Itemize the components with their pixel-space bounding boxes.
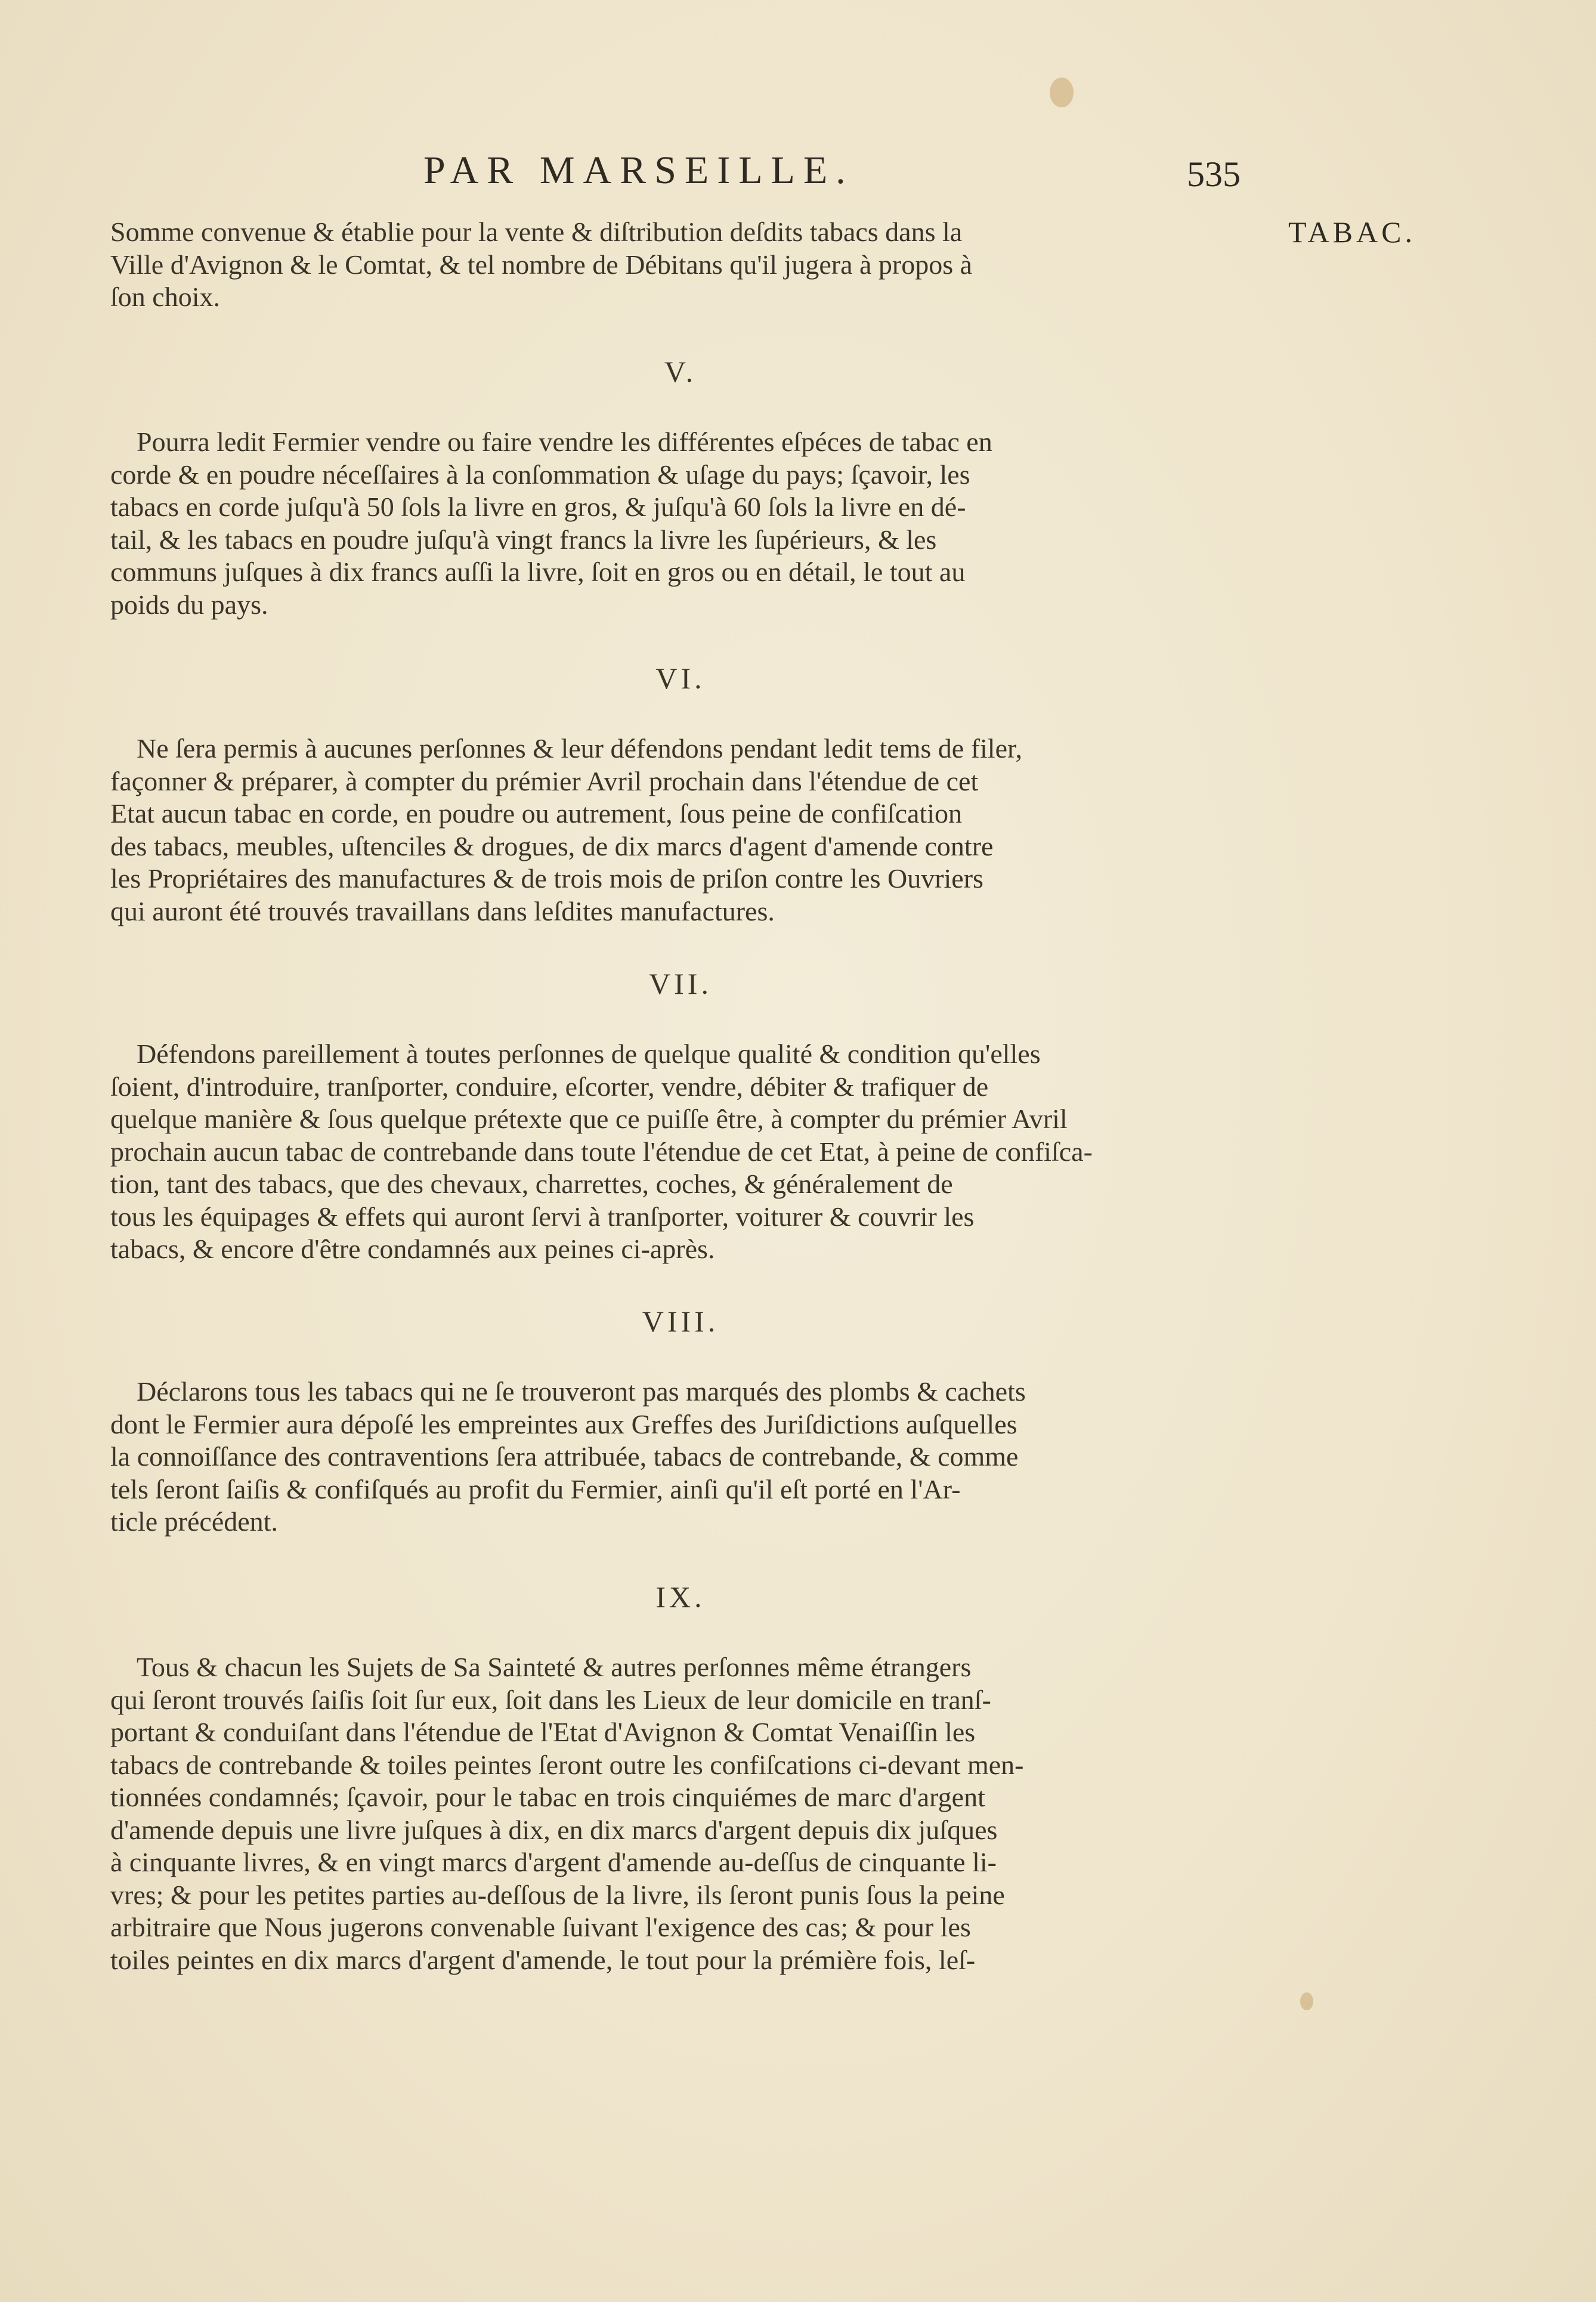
text-line: Défendons pareillement à toutes perſonnes de quelque qualité & condition qu'elles bbox=[137, 1039, 1041, 1069]
text-line: portant & conduiſant dans l'étendue de l'Etat d'Avignon & Comtat Venaiſſin les bbox=[110, 1717, 976, 1747]
margin-note: TABAC. bbox=[1288, 215, 1416, 249]
text-line: tous les équipages & effets qui auront ſervi à tranſporter, voiturer & couvrir les bbox=[110, 1201, 975, 1232]
text-line: arbitraire que Nous jugerons convenable ſuivant l'exigence des cas; & pour les bbox=[110, 1912, 971, 1942]
text-line: communs juſques à dix francs auſſi la livre, ſoit en gros ou en détail, le tout au bbox=[110, 557, 966, 587]
text-line: quelque manière & ſous quelque prétexte que ce puiſſe être, à compter du prémier Avril bbox=[110, 1104, 1068, 1134]
article-numeral: VI. bbox=[655, 662, 706, 695]
article-paragraph bbox=[110, 426, 1251, 621]
article-paragraph bbox=[110, 1038, 1251, 1266]
text-line: Ville d'Avignon & le Comtat, & tel nombre de Débitans qu'il jugera à propos à bbox=[110, 249, 973, 280]
text-line: tail, & les tabacs en poudre juſqu'à vingt francs la livre les ſupérieurs, & les bbox=[110, 524, 937, 555]
running-head: PAR MARSEILLE. bbox=[423, 149, 854, 192]
text-line: dont le Fermier aura dépoſé les empreintes aux Greffes des Juriſdictions auſquelles bbox=[110, 1408, 1017, 1439]
text-line: tabacs de contrebande & toiles peintes ſeront outre les confiſcations ci-devant men- bbox=[110, 1749, 1024, 1780]
text-line: vres; & pour les petites parties au-deſſous de la livre, ils ſeront punis ſous la peine bbox=[110, 1879, 1005, 1910]
article-paragraph bbox=[110, 733, 1251, 928]
text-line: qui auront été trouvés travaillans dans leſdites manufactures. bbox=[110, 895, 775, 926]
text-line: tabacs, & encore d'être condamnés aux peines ci-après. bbox=[110, 1234, 715, 1264]
text-line: Etat aucun tabac en corde, en poudre ou autrement, ſous peine de confiſcation bbox=[110, 798, 962, 829]
article-paragraph bbox=[110, 1376, 1251, 1538]
text-line: la connoiſſance des contraventions ſera attribuée, tabacs de contrebande, & comme bbox=[110, 1441, 1019, 1472]
text-line: Somme convenue & établie pour la vente & diſtribution deſdits tabacs dans la bbox=[110, 217, 963, 247]
text-line: tels ſeront ſaiſis & confiſqués au profit du Fermier, ainſi qu'il eſt porté en l'Ar- bbox=[110, 1473, 961, 1504]
text-line: Tous & chacun les Sujets de Sa Sainteté & autres perſonnes même étrangers bbox=[137, 1652, 972, 1682]
text-line: ſoient, d'introduire, tranſporter, conduire, eſcorter, vendre, débiter & trafiquer de bbox=[110, 1071, 989, 1102]
text-line: des tabacs, meubles, uſtenciles & drogues, de dix marcs d'agent d'amende contre bbox=[110, 830, 994, 861]
paper-stain bbox=[1050, 78, 1074, 107]
article-numeral: VII. bbox=[649, 967, 712, 1000]
text-line: prochain aucun tabac de contrebande dans toute l'étendue de cet Etat, à peine de confiſca- bbox=[110, 1136, 1093, 1167]
article-numeral: IX. bbox=[655, 1580, 706, 1614]
text-line: Déclarons tous les tabacs qui ne ſe trouveront pas marqués des plombs & cachets bbox=[137, 1376, 1026, 1407]
text-line: les Propriétaires des manufactures & de trois mois de priſon contre les Ouvriers bbox=[110, 863, 983, 894]
text-line: qui ſeront trouvés ſaiſis ſoit ſur eux, ſoit dans les Lieux de leur domicile en tranſ- bbox=[110, 1684, 991, 1715]
article-numeral: VIII. bbox=[642, 1305, 719, 1338]
paper-stain bbox=[1300, 1992, 1313, 2010]
text-line: Pourra ledit Fermier vendre ou faire vendre les différentes eſpéces de tabac en bbox=[137, 427, 992, 457]
text-line: tionnées condamnés; ſçavoir, pour le tabac en trois cinquiémes de marc d'argent bbox=[110, 1782, 985, 1812]
article-paragraph bbox=[110, 1651, 1251, 1976]
text-line: à cinquante livres, & en vingt marcs d'argent d'amende au-deſſus de cinquante li- bbox=[110, 1847, 997, 1877]
text-line: d'amende depuis une livre juſques à dix, en dix marcs d'argent depuis dix juſques bbox=[110, 1814, 998, 1845]
text-line: tabacs en corde juſqu'à 50 ſols la livre en gros, & juſqu'à 60 ſols la livre en dé- bbox=[110, 492, 966, 522]
text-line: ſon choix. bbox=[110, 282, 220, 312]
text-line: corde & en poudre néceſſaires à la conſommation & uſage du pays; ſçavoir, les bbox=[110, 459, 970, 490]
article-numeral: V. bbox=[664, 355, 697, 388]
text-line: ticle précédent. bbox=[110, 1506, 278, 1537]
article-paragraph bbox=[110, 216, 1251, 314]
text-line: tion, tant des tabacs, que des chevaux, charrettes, coches, & généralement de bbox=[110, 1169, 953, 1199]
text-line: façonner & préparer, à compter du prémier Avril prochain dans l'étendue de cet bbox=[110, 765, 979, 796]
text-line: poids du pays. bbox=[110, 589, 268, 620]
text-line: toiles peintes en dix marcs d'argent d'amende, le tout pour la prémière fois, leſ- bbox=[110, 1944, 976, 1975]
text-line: Ne ſera permis à aucunes perſonnes & leur défendons pendant ledit tems de filer, bbox=[137, 733, 1022, 764]
page-number: 535 bbox=[1187, 155, 1241, 194]
